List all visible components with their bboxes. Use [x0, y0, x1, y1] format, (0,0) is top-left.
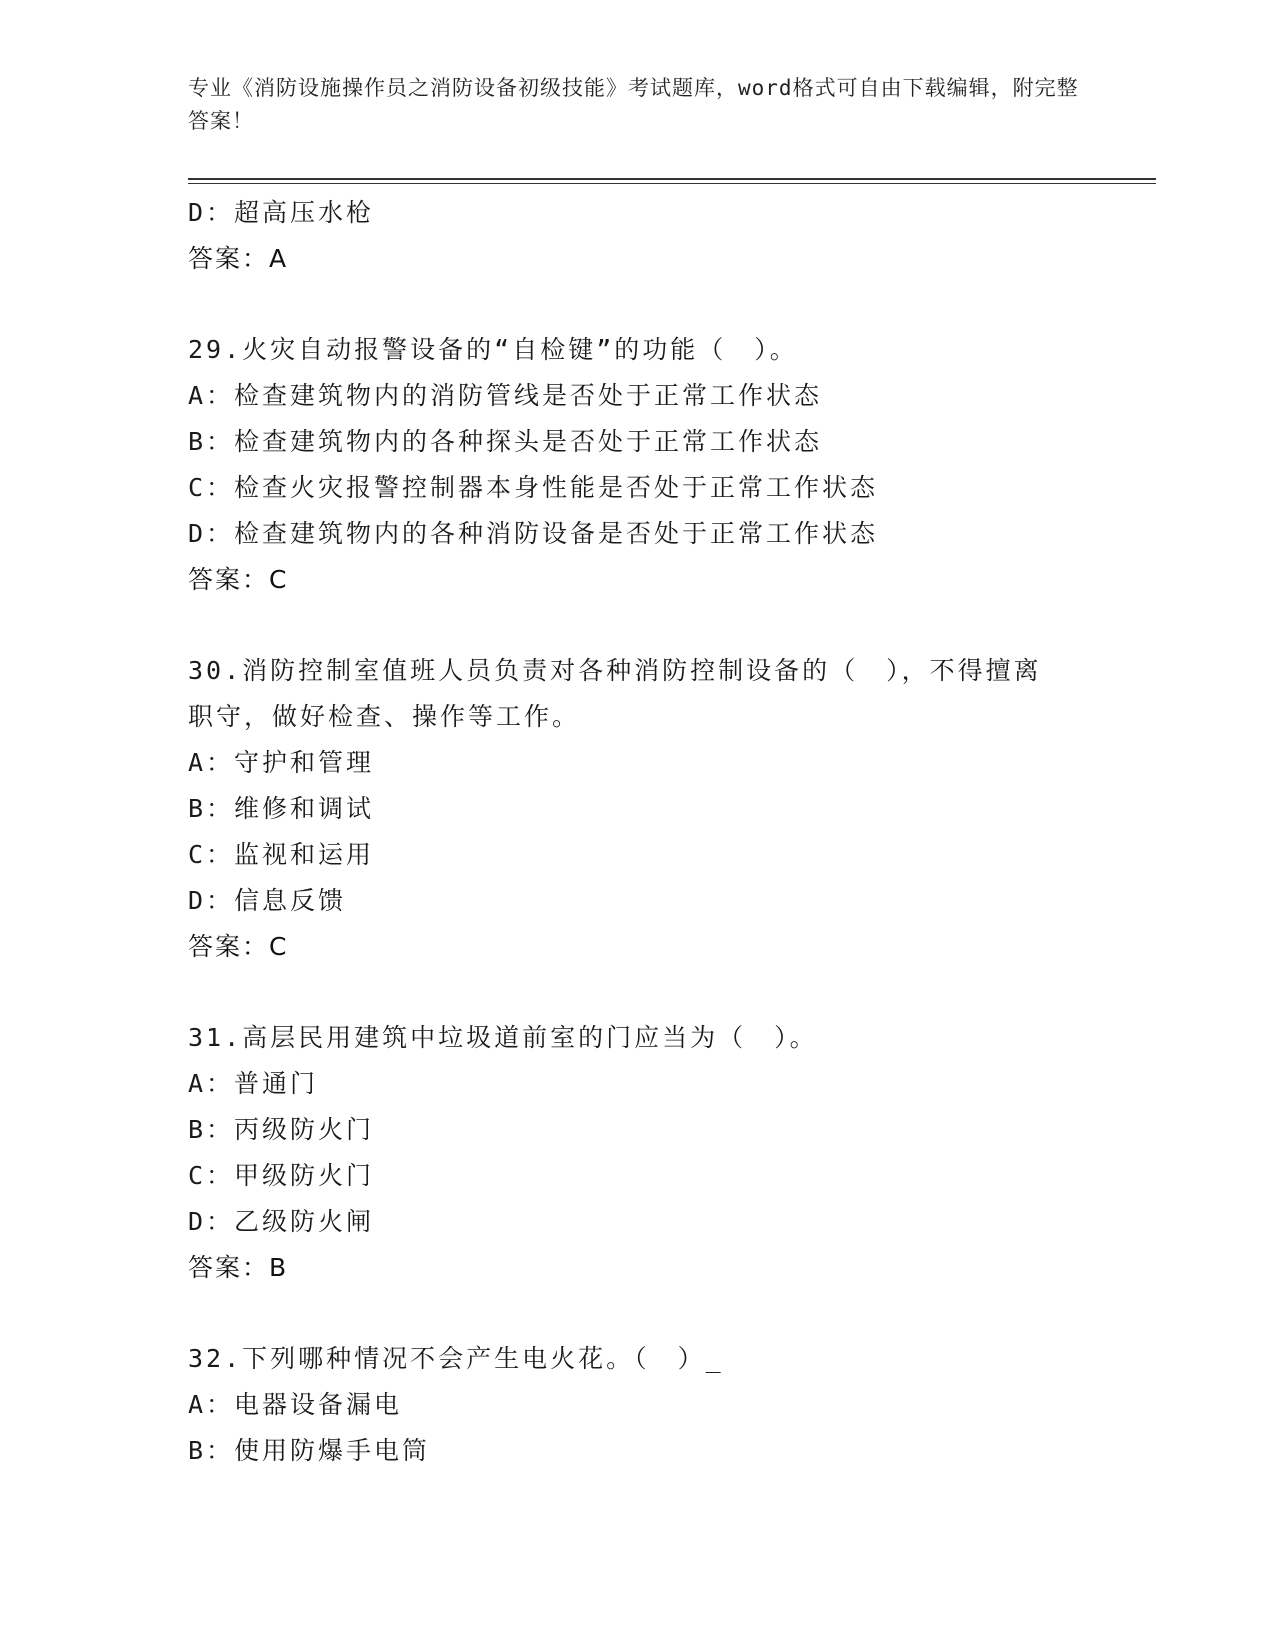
answer-line: 答案：A: [188, 244, 289, 273]
option-d: D：检查建筑物内的各种消防设备是否处于正常工作状态: [188, 519, 879, 548]
answer-line: 答案：C: [188, 932, 289, 961]
option-d: D：超高压水枪: [188, 198, 375, 227]
question-31: [188, 1015, 1088, 1291]
option-a: A：普通门: [188, 1069, 319, 1098]
header-divider-thick: [188, 178, 1156, 180]
document-header: [188, 72, 1088, 138]
answer-line: 答案：C: [188, 565, 289, 594]
question-stem: 31.高层民用建筑中垃圾道前室的门应当为（ ）。: [188, 1023, 818, 1052]
question-content: [188, 190, 1088, 1474]
answer-line: 答案：B: [188, 1253, 289, 1282]
option-b: B：丙级防火门: [188, 1115, 375, 1144]
spacer: [188, 970, 1088, 1015]
spacer: [188, 282, 1088, 327]
question-stem-line-1: 30.消防控制室值班人员负责对各种消防控制设备的（ ），不得擅离: [188, 656, 1042, 685]
question-stem-line-2: 职守，做好检查、操作等工作。: [188, 702, 581, 731]
option-a: A：电器设备漏电: [188, 1390, 403, 1419]
option-c: C：监视和运用: [188, 840, 375, 869]
question-stem: 29.火灾自动报警设备的“自检键”的功能（ ）。: [188, 335, 798, 364]
option-c: C：检查火灾报警控制器本身性能是否处于正常工作状态: [188, 473, 879, 502]
question-stem: 32.下列哪种情况不会产生电火花。（ ）_: [188, 1344, 724, 1373]
option-b: B：维修和调试: [188, 794, 375, 823]
option-a: A：守护和管理: [188, 748, 375, 777]
header-title: 专业《消防设施操作员之消防设备初级技能》考试题库，word格式可自由下载编辑，附完整答案！: [188, 76, 1079, 133]
header-divider-thin: [188, 183, 1156, 184]
option-b: B：使用防爆手电筒: [188, 1436, 431, 1465]
option-b: B：检查建筑物内的各种探头是否处于正常工作状态: [188, 427, 823, 456]
spacer: [188, 603, 1088, 648]
question-32: [188, 1336, 1088, 1474]
spacer: [188, 1291, 1088, 1336]
option-d: D：信息反馈: [188, 886, 347, 915]
option-a: A：检查建筑物内的消防管线是否处于正常工作状态: [188, 381, 823, 410]
option-c: C：甲级防火门: [188, 1161, 375, 1190]
option-d: D：乙级防火闸: [188, 1207, 375, 1236]
question-30: [188, 648, 1088, 970]
question-29: [188, 327, 1088, 603]
